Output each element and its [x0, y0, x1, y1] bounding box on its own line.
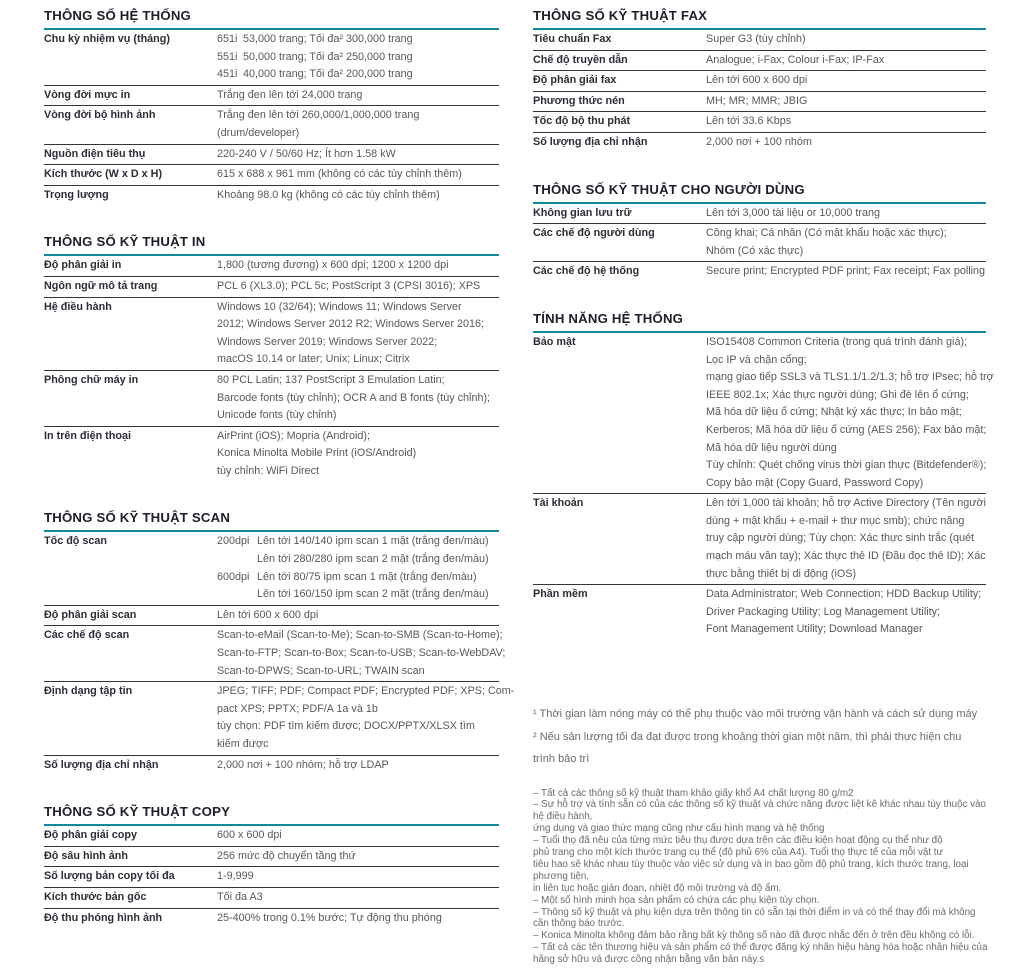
spec-row	[533, 51, 986, 72]
spec-row-value	[217, 87, 499, 105]
value-line: Scan-to-FTP; Scan-to-Box; Scan-to-USB; Scan-to-WebDAV;	[217, 647, 506, 660]
value-line: JPEG; TIFF; PDF; Compact PDF; Encrypted PDF; XPS; Com-	[217, 685, 515, 698]
value-line: 600 x 600 dpi	[217, 829, 282, 842]
spec-row-value	[706, 72, 986, 90]
footnote-line: – Tất cả các tên thương hiệu và sản phẩm có thể được đăng ký nhãn hiệu hàng hóa hoặc nhãn hiệu của	[533, 942, 988, 954]
value-line: Lên tới 1,000 tài khoản; hỗ trợ Active Directory (Tên người	[706, 497, 986, 510]
spec-row-label: Số lượng địa chỉ nhận	[44, 758, 159, 771]
spec-row-value	[706, 586, 986, 639]
spec-row-value	[217, 187, 499, 205]
spec-row-value	[217, 910, 499, 928]
section-title: THÔNG SỐ KỸ THUẬT SCAN	[44, 510, 499, 532]
spec-row	[44, 371, 499, 427]
spec-row-label: Phông chữ máy in	[44, 373, 139, 386]
spec-row-label: Tài khoản	[533, 497, 584, 510]
spec-row-value	[217, 683, 514, 753]
spec-row	[533, 204, 986, 225]
spec-row-value	[217, 868, 499, 886]
value-line-prefix	[217, 551, 257, 569]
value-line: Lên tới 3,000 tài liệu or 10,000 trang	[706, 206, 880, 219]
value-line-prefix: 451i	[217, 68, 238, 81]
value-line: ISO15408 Common Criteria (trong quá trình đánh giá);	[706, 335, 968, 348]
spec-row-label: Định dạng tập tin	[44, 685, 133, 698]
spec-row-label: Tiêu chuẩn Fax	[533, 33, 612, 45]
value-line: Tối đa A3	[217, 890, 263, 903]
spec-row	[44, 427, 499, 482]
value-line	[217, 66, 499, 84]
value-line: kiếm được	[217, 738, 269, 750]
spec-row-value	[217, 757, 499, 775]
spec-row-label: Vòng đời mực in	[44, 88, 131, 101]
spec-row-value	[706, 113, 986, 131]
spec-row-label: In trên điện thoại	[44, 429, 131, 442]
spec-row	[533, 262, 986, 282]
spec-row-label: Số lượng bản copy tối đa	[44, 870, 175, 883]
spec-section	[44, 510, 515, 775]
spec-section	[533, 8, 986, 153]
spec-row	[44, 606, 499, 627]
spec-row	[44, 532, 499, 605]
footnote-line: – Sự hỗ trợ và tính sẵn có của các thông số kỹ thuật và chức năng được liệt kê khác nhau tùy thuộc vào	[533, 799, 986, 811]
spec-row	[44, 256, 499, 277]
value-line: Scan-to-DPWS; Scan-to-URL; TWAIN scan	[217, 664, 425, 677]
value-line: Secure print; Encrypted PDF print; Fax receipt; Fax polling	[706, 265, 986, 278]
spec-row	[44, 888, 499, 909]
footnote-line: – Tất cả các thông số kỹ thuật tham khảo giấy khổ A4 chất lượng 80 g/m2	[533, 787, 854, 799]
spec-row-label: Chu kỳ nhiệm vụ (tháng)	[44, 33, 170, 45]
spec-row-label: Vòng đời bộ hình ảnh	[44, 109, 156, 122]
section-title: THÔNG SỐ KỸ THUẬT FAX	[533, 8, 986, 30]
value-line: mạng giao tiếp SSL3 và TLS1.1/1.2/1.3; hỗ trợ IPsec; hỗ trợ	[706, 371, 994, 384]
spec-row	[44, 826, 499, 847]
value-line: 615 x 688 x 961 mm (không có các tùy chỉnh thêm)	[217, 168, 462, 181]
value-line-text: Lên tới 140/140 ipm scan 1 mặt (trắng đen/màu)	[257, 535, 489, 548]
right-column	[533, 8, 994, 966]
value-line	[217, 551, 499, 569]
value-line: 2012; Windows Server 2012 R2; Windows Server 2016;	[217, 318, 485, 331]
right-sections	[533, 8, 994, 640]
footnote-line: tiêu hao sẽ khác nhau tùy thuộc vào việc sử dụng và in bao gồm độ phủ trang, kích thước trang, loại	[533, 858, 969, 870]
spec-row	[533, 92, 986, 113]
spec-row-value	[217, 146, 499, 164]
spec-row	[533, 494, 986, 585]
value-line	[217, 533, 499, 551]
footnote-line: in liên tục hoặc gián đoạn, nhiệt độ môi trường và độ ẩm.	[533, 882, 782, 894]
value-line: 2,000 nơi + 100 nhóm	[706, 135, 812, 148]
dashed-footnotes	[533, 788, 986, 967]
value-line: Mã hóa dữ liệu người dùng	[706, 441, 837, 454]
value-line: Super G3 (tùy chỉnh)	[706, 33, 806, 45]
value-line: (drum/developer)	[217, 126, 300, 139]
footnote-line: phương tiện,	[533, 870, 590, 882]
spec-section	[44, 804, 499, 928]
value-line: tùy chỉnh: WiFi Direct	[217, 464, 319, 477]
value-line-text: Lên tới 80/75 ipm scan 1 mặt (trắng đen/màu)	[257, 570, 477, 583]
spec-row	[44, 277, 499, 298]
spec-row	[44, 867, 499, 888]
spec-section	[533, 182, 986, 282]
spec-section	[533, 310, 994, 640]
spec-row	[44, 756, 499, 776]
section-title: THÔNG SỐ KỸ THUẬT CHO NGƯỜI DÙNG	[533, 182, 986, 204]
spec-row-label: Số lượng địa chỉ nhận	[533, 135, 648, 148]
spec-row-value	[217, 166, 499, 184]
value-line: thực bằng thiết bị di động (iOS)	[706, 567, 857, 580]
spec-row-label: Chế độ truyền dẫn	[533, 53, 628, 66]
spec-row-label: Tốc độ scan	[44, 535, 107, 548]
spec-row-value	[706, 31, 986, 49]
value-line: Trắng đen lên tới 24,000 trang	[217, 88, 363, 101]
value-line-prefix: 200dpi	[217, 535, 250, 548]
footnote-line: hãng sở hữu và được công nhận bằng văn bản này.s	[533, 954, 765, 966]
value-line: 220-240 V / 50/60 Hz; Ít hơn 1.58 kW	[217, 147, 396, 160]
value-line: Windows Server 2019; Windows Server 2022;	[217, 335, 438, 348]
spec-row-label: Các chế độ người dùng	[533, 227, 655, 240]
value-line-text: Lên tới 160/150 ipm scan 2 mặt (trắng đen/màu)	[257, 588, 489, 601]
spec-row	[44, 298, 499, 371]
spec-row-label: Không gian lưu trữ	[533, 206, 632, 219]
spec-row-label: Tốc độ bộ thu phát	[533, 115, 631, 128]
spec-row	[44, 145, 499, 166]
value-line: pact XPS; PPTX; PDF/A 1a và 1b	[217, 702, 378, 715]
spec-row-value	[706, 134, 986, 152]
footnote-line: cần thông báo trước.	[533, 918, 625, 930]
spec-row	[533, 224, 986, 262]
spec-row-label: Ngôn ngữ mô tả trang	[44, 279, 158, 292]
value-line: dùng + mật khẩu + e-mail + thư mục smb); chức năng	[706, 514, 965, 527]
spec-row	[533, 71, 986, 92]
value-line: Konica Minolta Mobile Print (iOS/Android)	[217, 447, 417, 460]
footnote-line: ứng dụng và giao thức mạng cũng như cấu hình mạng và hệ thống	[533, 823, 825, 835]
value-line-text: 40,000 trang; Tối đa² 200,000 trang	[243, 68, 413, 81]
spec-row	[44, 30, 499, 86]
footnote-line: phủ trang cho một kích thước trang cụ thể (độ phủ 6% của A4). Tuổi thọ thực tế của mỗi vật tư	[533, 847, 944, 859]
value-line-prefix	[217, 586, 257, 604]
numbered-footnotes	[533, 703, 986, 771]
spec-row	[533, 112, 986, 133]
spec-row-label: Độ sâu hình ảnh	[44, 849, 128, 862]
value-line: Kerberos; Mã hóa dữ liệu ổ cứng (AES 256); Fax bảo mật;	[706, 423, 987, 436]
footnote-line: ² Nếu sản lượng tối đa đạt được trong khoảng thời gian một năm, thì phải thực hiện chu	[533, 730, 962, 743]
spec-row-value	[217, 428, 499, 481]
spec-row-label: Các chế độ scan	[44, 629, 130, 642]
spec-section	[44, 234, 499, 481]
value-line: Data Administrator; Web Connection; HDD Backup Utility;	[706, 588, 982, 601]
spec-row-label: Kích thước bản gốc	[44, 890, 147, 903]
value-line: macOS 10.14 or later; Unix; Linux; Citrix	[217, 353, 410, 366]
value-line	[217, 586, 499, 604]
value-line: Unicode fonts (tùy chỉnh)	[217, 409, 337, 422]
spec-row-label: Độ phân giải scan	[44, 608, 137, 621]
value-line: Tùy chỉnh: Quét chống virus thời gian thực (Bitdefender®);	[706, 459, 987, 472]
section-title: THÔNG SỐ KỸ THUẬT IN	[44, 234, 499, 256]
value-line: Mã hóa dữ liệu ổ cứng; Nhật ký xác thực; In bảo mật;	[706, 406, 962, 419]
spec-row	[44, 186, 499, 206]
spec-row	[44, 626, 506, 682]
value-line: Copy bảo mật (Copy Guard, Password Copy)	[706, 476, 924, 489]
spec-row	[44, 847, 499, 868]
spec-row-value	[706, 334, 994, 492]
value-line: Trắng đen lên tới 260,000/1,000,000 trang	[217, 109, 420, 122]
value-line-prefix: 651i	[217, 33, 238, 45]
spec-row-label: Nguồn điện tiêu thụ	[44, 147, 146, 160]
spec-row-label: Hệ điều hành	[44, 300, 112, 313]
value-line: 80 PCL Latin; 137 PostScript 3 Emulation Latin;	[217, 373, 445, 386]
spec-row-label: Độ phân giải in	[44, 259, 122, 272]
spec-section	[44, 8, 499, 205]
spec-row-value	[217, 827, 499, 845]
spec-row	[44, 682, 515, 755]
spec-row-value	[217, 257, 499, 275]
spec-row-value	[217, 627, 505, 680]
spec-row	[533, 333, 994, 494]
spec-row-value	[217, 107, 499, 142]
spec-row-label: Độ phân giải copy	[44, 829, 137, 842]
value-line: Khoảng 98.0 kg (không có các tùy chỉnh thêm)	[217, 188, 440, 201]
value-line: AirPrint (iOS); Mopria (Android);	[217, 429, 370, 442]
spec-row-label: Bảo mật	[533, 335, 576, 348]
footnote-line: – Một số hình minh họa sản phẩm có chứa các phụ kiện tùy chọn.	[533, 894, 820, 906]
footnote-line: – Tuổi thọ đã nêu của từng mức tiêu thụ được dựa trên các điều kiện hoạt động cụ thể như độ	[533, 835, 943, 847]
spec-row-value	[706, 205, 986, 223]
spec-row-value	[217, 533, 499, 603]
spec-row-label: Độ phân giải fax	[533, 74, 617, 87]
spec-row-value	[217, 607, 499, 625]
section-title: TÍNH NĂNG HỆ THỐNG	[533, 311, 986, 333]
spec-row	[533, 30, 986, 51]
spec-row-value	[217, 372, 499, 425]
value-line-prefix: 551i	[217, 50, 238, 63]
spec-row-value	[217, 889, 499, 907]
spec-row-value	[706, 495, 986, 583]
value-line: Windows 10 (32/64); Windows 11; Windows Server	[217, 300, 462, 313]
value-line: 2,000 nơi + 100 nhóm; hỗ trợ LDAP	[217, 758, 389, 771]
value-line: Font Management Utility; Download Manager	[706, 623, 923, 636]
value-line: Scan-to-eMail (Scan-to-Me); Scan-to-SMB (Scan-to-Home);	[217, 629, 503, 642]
value-line	[217, 31, 499, 49]
spec-row	[44, 86, 499, 107]
value-line: Driver Packaging Utility; Log Management Utility;	[706, 605, 941, 618]
value-line: Barcode fonts (tùy chỉnh); OCR A and B fonts (tùy chỉnh);	[217, 391, 491, 404]
spec-row-label: Kích thước (W x D x H)	[44, 168, 163, 181]
value-line: Lọc IP và chặn cổng;	[706, 353, 807, 366]
spec-row-value	[706, 225, 986, 260]
value-line: 256 mức độ chuyển tầng thứ	[217, 849, 356, 862]
value-line-text: 50,000 trang; Tối đa² 250,000 trang	[243, 50, 413, 63]
spec-row-label: Phương thức nén	[533, 94, 625, 107]
value-line: PCL 6 (XL3.0); PCL 5c; PostScript 3 (CPSI 3016); XPS	[217, 279, 481, 292]
value-line	[217, 569, 499, 587]
left-column	[44, 8, 515, 957]
value-line: truy cập người dùng; Tùy chọn: Xác thực sinh trắc (quét	[706, 532, 975, 545]
spec-row	[44, 106, 499, 144]
value-line: 1-9,999	[217, 870, 254, 883]
footnote-line: hệ điều hành,	[533, 811, 593, 823]
value-line: tùy chọn: PDF tìm kiếm được; DOCX/PPTX/XLSX tìm	[217, 720, 475, 733]
value-line: Lên tới 600 x 600 dpi	[217, 608, 319, 621]
spec-row	[533, 585, 986, 640]
value-line: MH; MR; MMR; JBIG	[706, 94, 808, 107]
value-line: 1,800 (tương đương) x 600 dpi; 1200 x 1200 dpi	[217, 259, 449, 272]
value-line: mạch máu vân tay); Xác thực thẻ ID (Đầu đọc thẻ ID); Xác	[706, 550, 986, 563]
value-line: Lên tới 33.6 Kbps	[706, 115, 792, 128]
spec-row-value	[217, 278, 499, 296]
value-line: Công khai; Cá nhân (Có mật khẩu hoặc xác thực);	[706, 227, 947, 240]
spec-row	[44, 909, 499, 929]
footnote-line: ¹ Thời gian làm nóng máy có thể phụ thuộc vào môi trường vận hành và cách sử dụng máy	[533, 708, 978, 720]
footnote-line: – Konica Minolta không đảm bảo rằng bất kỳ thông số nào đã được nhắc đến ở trên đều không có lỗi.	[533, 930, 975, 942]
value-line: Nhóm (Có xác thực)	[706, 244, 804, 257]
spec-row-value	[217, 299, 499, 369]
value-line: Lên tới 600 x 600 dpi	[706, 74, 808, 87]
spec-row	[533, 133, 986, 153]
spec-row-label: Phần mềm	[533, 588, 588, 601]
value-line: Analogue; i-Fax; Colour i-Fax; IP-Fax	[706, 53, 885, 66]
spec-row-label: Các chế độ hệ thống	[533, 265, 640, 278]
value-line-text: 53,000 trang; Tối đa² 300,000 trang	[243, 33, 413, 45]
footnote-line: trình bảo trì	[533, 753, 590, 765]
value-line-text: Lên tới 280/280 ipm scan 2 mặt (trắng đen/màu)	[257, 553, 489, 566]
spec-row-value	[706, 263, 986, 281]
spec-row	[44, 165, 499, 186]
section-title: THÔNG SỐ HỆ THỐNG	[44, 8, 499, 30]
section-title: THÔNG SỐ KỸ THUẬT COPY	[44, 804, 499, 826]
footnotes-block	[533, 703, 986, 966]
spec-row-value	[217, 31, 499, 84]
value-line	[217, 49, 499, 67]
value-line: IEEE 802.1x; Xác thực người dùng; Ghi đè lên ổ cứng;	[706, 388, 969, 401]
value-line: 25-400% trong 0.1% bước; Tự động thu phóng	[217, 911, 442, 924]
spec-row-label: Độ thu phóng hình ảnh	[44, 911, 163, 924]
spec-row-label: Trọng lượng	[44, 188, 109, 201]
value-line-prefix: 600dpi	[217, 570, 250, 583]
spec-row-value	[706, 52, 986, 70]
footnote-line: – Thông số kỹ thuật và phụ kiện dựa trên thông tin có sẵn tại thời điểm in và có thể thay đổi mà không	[533, 906, 976, 918]
spec-row-value	[706, 93, 986, 111]
spec-row-value	[217, 848, 499, 866]
